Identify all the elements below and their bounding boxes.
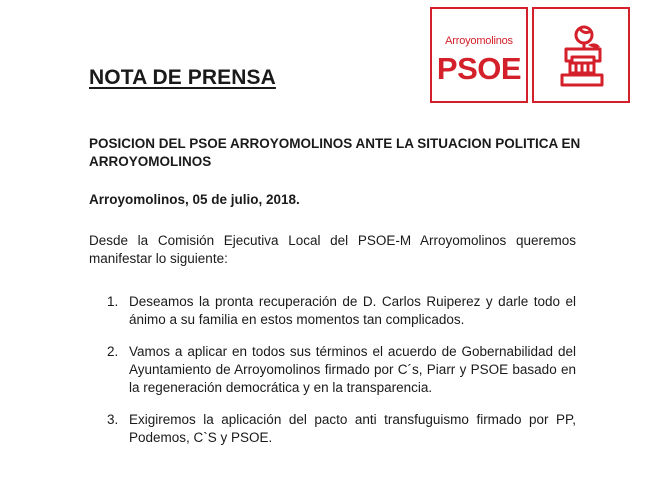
logo-party-name: PSOE bbox=[436, 51, 522, 86]
statement-point bbox=[107, 293, 576, 329]
statement-points-list bbox=[107, 293, 576, 461]
logo-symbol-panel bbox=[532, 7, 630, 103]
statement-point bbox=[107, 343, 576, 397]
point-number: 1. bbox=[107, 294, 119, 309]
point-number: 3. bbox=[107, 412, 119, 427]
logo-local-name: Arroyomolinos bbox=[445, 35, 513, 47]
statement-point bbox=[107, 411, 576, 447]
point-text: Vamos a aplicar en todos sus términos el acuerdo de Gobernabilidad del Ayuntamiento de Arroyomolinos firmado por C´s, Piarr y PSOE basado en la regeneración democrática y en la transparencia. bbox=[129, 344, 576, 395]
press-release-heading: NOTA DE PRENSA bbox=[89, 66, 276, 89]
point-text: Exigiremos la aplicación del pacto anti transfuguismo firmado por PP, Podemos, C`S y PSOE. bbox=[129, 412, 576, 445]
fist-and-rose-icon bbox=[554, 23, 610, 89]
press-release-subject: POSICION DEL PSOE ARROYOMOLINOS ANTE LA SITUACION POLITICA EN ARROYOMOLINOS bbox=[89, 136, 581, 169]
press-release-intro: Desde la Comisión Ejecutiva Local del PSOE-M Arroyomolinos queremos manifestar lo siguiente: bbox=[89, 233, 576, 266]
logo-text-panel bbox=[430, 7, 528, 103]
psoe-logo bbox=[430, 7, 632, 105]
point-number: 2. bbox=[107, 344, 119, 359]
press-release-dateline: Arroyomolinos, 05 de julio, 2018. bbox=[89, 192, 300, 207]
point-text: Deseamos la pronta recuperación de D. Carlos Ruiperez y darle todo el ánimo a su familia en estos momentos tan complicados. bbox=[129, 294, 576, 327]
